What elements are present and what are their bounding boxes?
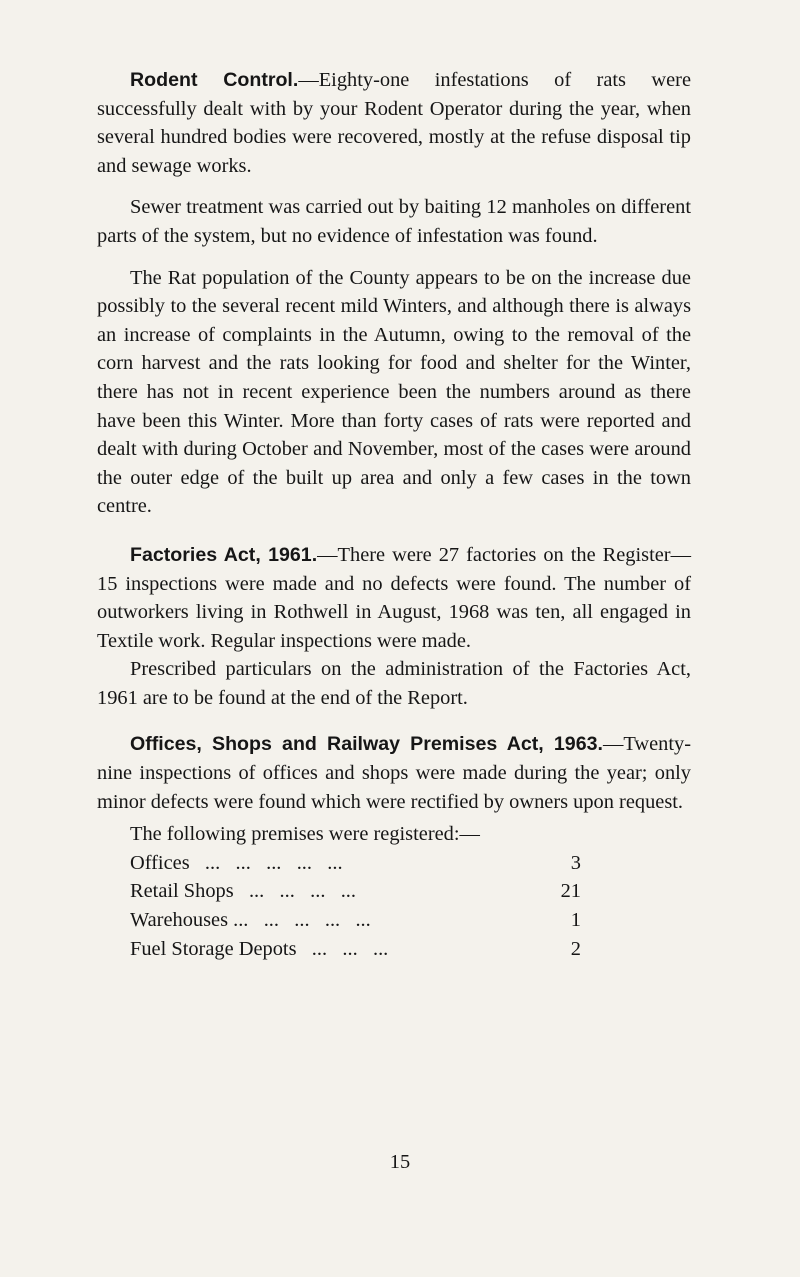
premises-count: 2	[570, 937, 581, 960]
factories-paragraph-2: Prescribed particulars on the administration of the Factories Act, 1961 are to be found at the end of the Report.	[97, 658, 691, 709]
registered-premises-list	[130, 849, 581, 963]
offices-paragraph-1-text: —Twenty-nine inspections of offices and shops were made during the year; only minor defects were found which were rectified by owners upon request.	[97, 733, 691, 813]
rodent-paragraph-1	[97, 66, 691, 180]
premises-row	[130, 906, 581, 935]
rodent-paragraph-3: The Rat population of the County appears to be on the increase due possibly to the several recent mild Winters, and although there is always an increase of complaints in the Autumn, owing to the removal of the corn harvest and the rats looking for food and shelter for the Winter, there has not in recent experience been the numbers around as there have been this Winter. More than forty cases of rats were reported and dealt with during October and November, most of the cases were around the outer edge of the built up area and only a few cases in the town centre.	[97, 266, 691, 518]
premises-count: 3	[570, 851, 581, 874]
premises-row	[130, 849, 581, 878]
factories-paragraph-1	[97, 541, 691, 655]
rodent-paragraph-2: Sewer treatment was carried out by baiting 12 manholes on different parts of the system, but no evidence of infestation was found.	[97, 196, 691, 247]
premises-label: Retail Shops ... ... ... ...	[130, 880, 356, 903]
premises-intro: The following premises were registered:—	[130, 823, 480, 846]
factories-paragraph-1-text: —There were 27 factories on the Register— 15 inspections were made and no defects were found. The number of outworkers living in Rothwell in August, 1968 was ten, all engaged in Textile work. Regular inspections were made.	[97, 543, 691, 652]
premises-label: Offices ... ... ... ... ...	[130, 851, 343, 874]
rodent-paragraph-1-text: —Eighty-one infestations of rats were successfully dealt with by your Rodent Operator during the year, when several hundred bodies were recovered, mostly at the refuse disposal tip and sewage works.	[97, 69, 692, 177]
rodent-control-heading: Rodent Control.	[130, 69, 299, 91]
premises-label: Fuel Storage Depots ... ... ...	[130, 937, 389, 960]
premises-count: 21	[560, 880, 581, 903]
offices-paragraph-1	[97, 730, 691, 816]
premises-label: Warehouses ... ... ... ... ...	[130, 909, 371, 932]
premises-row	[130, 877, 581, 906]
factories-act-heading: Factories Act, 1961.	[130, 543, 318, 566]
page-number: 15	[389, 1151, 411, 1173]
premises-count: 1	[570, 909, 581, 932]
premises-row	[130, 935, 581, 964]
offices-act-heading: Offices, Shops and Railway Premises Act, 1963.	[130, 733, 603, 756]
report-page	[97, 66, 691, 963]
